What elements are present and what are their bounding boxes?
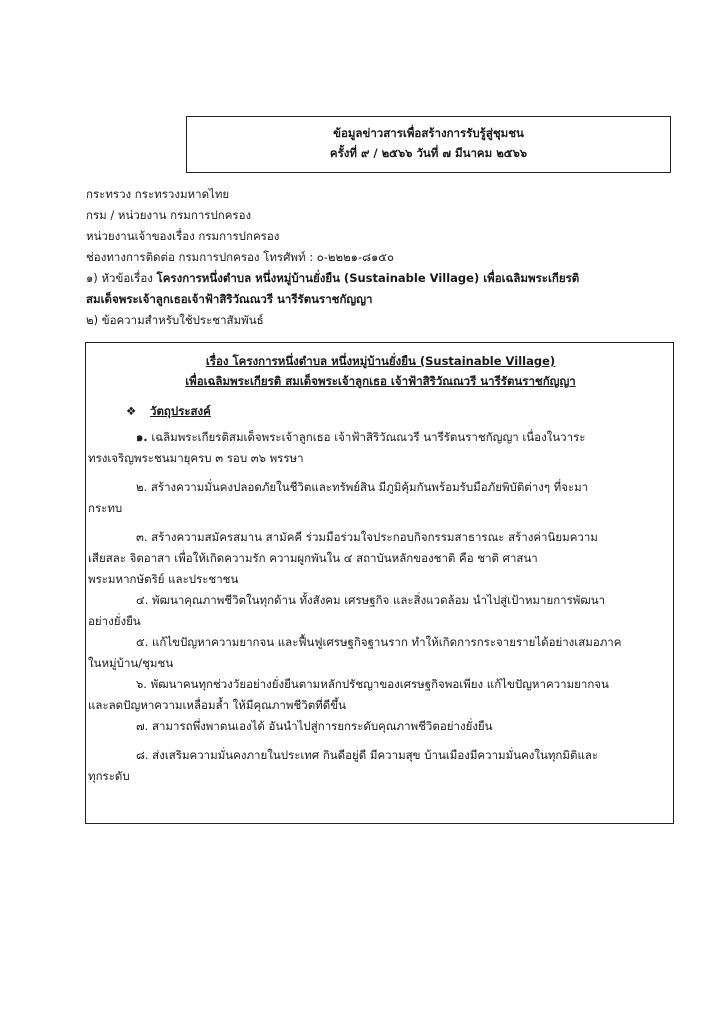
objective-item [88,590,673,632]
diamond-bullet-icon: ❖ [126,404,137,418]
header-title: ข้อมูลข่าวสารเพื่อสร้างการรับรู้สู่ชุมชน [333,126,524,140]
document-metadata [86,184,686,331]
objective-text: ๖. พัฒนาคนทุกช่วงวัยอย่างยั่งยืนตามหลักปรัชญาของเศรษฐกิจพอเพียง แก้ไขปัญหาความยากจน [136,677,609,691]
objective-item [88,477,673,519]
objective-text: เฉลิมพระเกียรติสมเด็จพระเจ้าลูกเธอ เจ้าฟ้าสิริวัณณวรี นารีรัตนราชกัญญา เนื่องในวาระ [147,430,586,444]
topic-prefix: ๑) หัวข้อเรื่อง [86,271,157,285]
objective-item [88,632,673,674]
announcement-header [186,116,671,173]
objective-number: ๑. [136,430,148,444]
pr-content-box [85,342,674,824]
objective-text: ในหมู่บ้าน/ชุมชน [88,656,174,670]
objective-item [88,745,673,787]
objective-text: ๕. แก้ไขปัญหาความยากจน และฟื้นฟูเศรษฐกิจฐานราก ทำให้เกิดการกระจายรายได้อย่างเสมอภาค [136,635,622,649]
objective-text: อย่างยั่งยืน [88,614,141,628]
header-issue-date: ครั้งที่ ๙ / ๒๕๖๖ วันที่ ๗ มีนาคม ๒๕๖๖ [329,146,528,160]
objective-text: และลดปัญหาความเหลื่อมล้ำ ให้มีคุณภาพชีวิตที่ดีขึ้น [88,698,346,712]
topic-line [86,268,686,289]
department-line: กรม / หน่วยงาน กรมการปกครอง [86,208,252,222]
objective-item [88,527,673,590]
objective-text: กระทบ [88,501,123,515]
pr-label: ๒) ข้อความสำหรับใช้ประชาสัมพันธ์ [86,313,264,327]
objective-text: เสียสละ จิตอาสา เพื่อให้เกิดความรัก ความผูกพันใน ๔ สถาบันหลักของชาติ คือ ชาติ ศาสนา [88,551,538,565]
owner-line: หน่วยงานเจ้าของเรื่อง กรมการปกครอง [86,229,280,243]
topic-title-continued: สมเด็จพระเจ้าลูกเธอเจ้าฟ้าสิริวัณณวรี นารีรัตนราชกัญญา [86,292,373,306]
objective-item [88,716,673,737]
topic-title: โครงการหนึ่งตำบล หนึ่งหมู่บ้านยั่งยืน (Sustainable Village) เพื่อเฉลิมพระเกียรติ [156,271,580,285]
objectives-label: วัตถุประสงค์ [150,404,211,418]
content-title: เรื่อง โครงการหนึ่งตำบล หนึ่งหมู่บ้านยั่งยืน (Sustainable Village) [205,354,556,368]
objective-text: ๗. สามารถพึ่งพาตนเองได้ อันนำไปสู่การยกระดับคุณภาพชีวิตอย่างยั่งยืน [136,719,493,733]
contact-line: ช่องทางการติดต่อ กรมการปกครอง โทรศัพท์ : ๐-๒๒๒๑-๘๑๕๐ [86,250,395,264]
ministry-line: กระทรวง กระทรวงมหาดไทย [86,187,230,201]
objective-text: พระมหากษัตริย์ และประชาชน [88,572,239,586]
objective-item [88,427,673,469]
objective-text: ๓. สร้างความสมัครสมาน สามัคคี ร่วมมือร่วมใจประกอบกิจกรรมสาธารณะ สร้างค่านิยมความ [136,530,598,544]
objective-text: ๔. พัฒนาคุณภาพชีวิตในทุกด้าน ทั้งสังคม เศรษฐกิจ และสิ่งแวดล้อม นำไปสู่เป้าหมายการพัฒนา [136,593,606,607]
objective-item [88,674,673,716]
content-subtitle: เพื่อเฉลิมพระเกียรติ สมเด็จพระเจ้าลูกเธอ เจ้าฟ้าสิริวัณณวรี นารีรัตนราชกัญญา [185,374,576,388]
objective-text: ๒. สร้างความมั่นคงปลอดภัยในชีวิตและทรัพย์สิน มีภูมิคุ้มกันพร้อมรับมือภัยพิบัติต่างๆ ที่จะมา [136,480,589,494]
objective-text: ทุกระดับ [88,769,130,783]
objective-text: ๘. ส่งเสริมความมั่นคงภายในประเทศ กินดีอยู่ดี มีความสุข บ้านเมืองมีความมั่นคงในทุกมิติและ [136,748,599,762]
objective-text: ทรงเจริญพระชนมายุครบ ๓ รอบ ๓๖ พรรษา [88,451,304,465]
objectives-heading [126,401,673,421]
